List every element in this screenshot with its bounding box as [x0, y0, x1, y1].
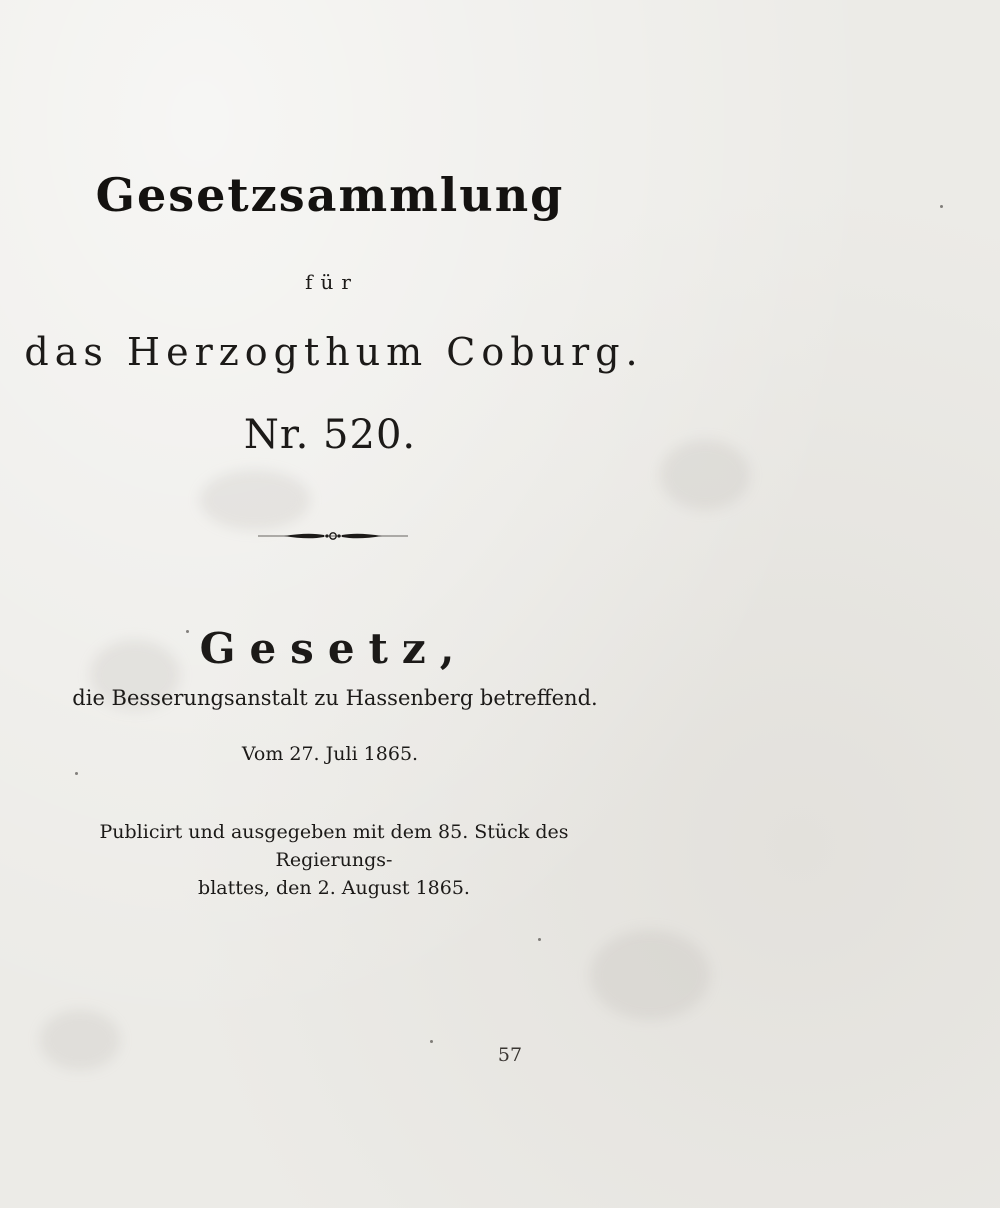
collection-title: Gesetzsammlung [95, 168, 565, 222]
ornament-divider-icon [258, 528, 408, 544]
paper-stain [200, 470, 310, 530]
paper-stain [40, 1010, 120, 1070]
publication-line-2: blattes, den 2. August 1865. [198, 877, 470, 899]
law-date: Vom 27. Juli 1865. [241, 743, 419, 765]
publication-line-1: Publicirt und ausgegeben mit dem 85. Stück des Regierungs- [99, 821, 569, 871]
dust-speck [75, 772, 78, 775]
dust-speck [538, 938, 541, 941]
title-preposition: für [305, 270, 359, 294]
page-number: 57 [497, 1044, 523, 1066]
paper-stain [660, 440, 750, 510]
law-title: Gesetz, [199, 624, 469, 673]
dust-speck [940, 205, 943, 208]
paper-stain [590, 930, 710, 1020]
issue-number: Nr. 520. [243, 412, 417, 458]
duchy-name: das Herzogthum Coburg. [24, 330, 644, 374]
dust-speck [430, 1040, 433, 1043]
publication-note [54, 818, 614, 902]
law-subject: die Besserungsanstalt zu Hassenberg betreffend. [72, 686, 598, 710]
